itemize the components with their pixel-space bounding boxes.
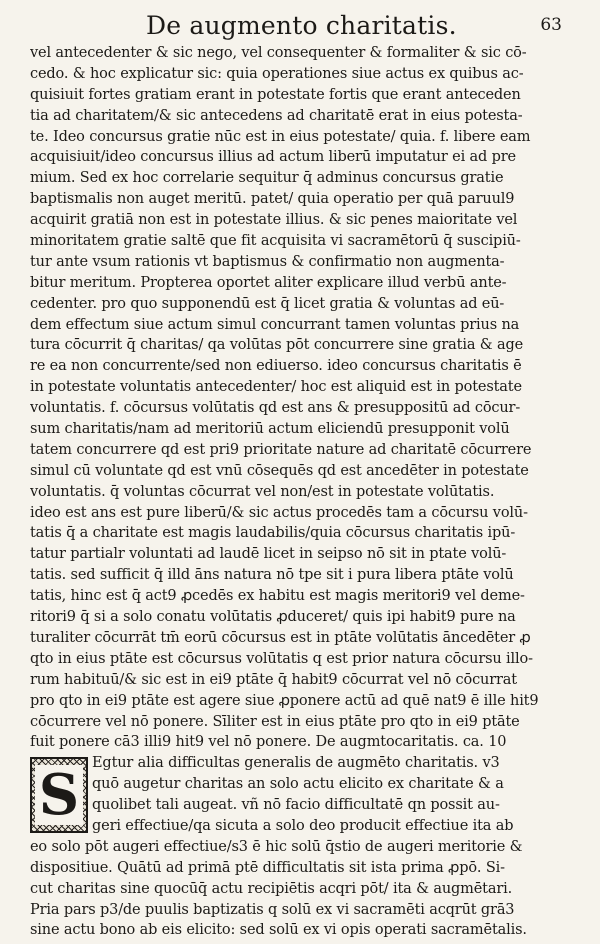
text-line: fuit ponere cā3 illi9 hit9 vel nō ponere. De augmtocaritatis. ca. 10 (30, 734, 507, 751)
text-line: tatis. sed sufficit q̄ illd āns natura nō tpe sit i pura libera ptāte volū (30, 567, 514, 584)
chapter-opening (30, 753, 570, 837)
text-line: qto in eius ptāte est cōcursus volūtatis q est prior natura cōcursu illo- (30, 650, 533, 667)
text-line: Egtur alia difficultas generalis de augmēto charitatis. v3 (92, 755, 500, 772)
text-block (30, 43, 570, 941)
text-line: eo solo pōt augeri effectiue/s3 ē hic solū q̄stio de augeri meritorie & (30, 838, 523, 855)
text-line: quō augetur charitas an solo actu elicito ex charitate & a (92, 776, 504, 793)
text-line: cedenter. pro quo supponendū est q̄ licet gratia & voluntas ad eū- (30, 295, 505, 312)
text-line: dispositiue. Quātū ad primā ptē difficultatis sit ista prima ꝓpō. Si- (30, 859, 505, 876)
text-line: simul cū voluntate qd est vnū cōsequēs qd est ancedēter in potestate (30, 462, 529, 479)
text-line: Pria pars p3/de puulis baptizatis q solū ex vi sacramēti acqrūt grā3 (30, 901, 515, 918)
text-line: tur ante vsum rationis vt baptismus & confirmatio non augmenta- (30, 253, 505, 270)
initial-letter: S (35, 765, 83, 825)
text-line: quisiuit fortes gratiam erant in potestate fortis que erant anteceden (30, 86, 521, 103)
decorated-initial (30, 757, 88, 833)
text-line: cedo. & hoc explicatur sic: quia operationes siue actus ex quibus ac- (30, 65, 524, 82)
text-line: sum charitatis/nam ad meritoriū actum eliciendū presupponit volū (30, 421, 510, 438)
text-line: tatis q̄ a charitate est magis laudabilis/quia cōcursus charitatis ipū- (30, 525, 516, 542)
text-line: ritori9 q̄ si a solo conatu volūtatis ꝓduceret/ quis ipi habit9 pure na (30, 609, 516, 626)
text-line: tia ad charitatem/& sic antecedens ad charitatē erat in eius potesta- (30, 107, 523, 124)
folio-number: 63 (540, 15, 562, 35)
text-line: quolibet tali augeat. vñ nō facio difficultatē qn possit au- (92, 797, 500, 814)
text-line: dem effectum siue actum simul concurrant tamen voluntas prius na (30, 316, 520, 333)
text-line: minoritatem gratie saltē que fit acquisita vi sacramētorū q̄ suscipiū- (30, 233, 521, 250)
text-line: acquirit gratiā non est in potestate illius. & sic penes maioritate vel (30, 212, 518, 229)
text-line: voluntatis. f. cōcursus volūtatis qd est ans & presuppositū ad cōcur- (30, 400, 521, 417)
text-line: tatem concurrere qd est pri9 prioritate nature ad charitatē cōcurrere (30, 441, 532, 458)
text-line: tura cōcurrit q̄ charitas/ qa volūtas pōt concurrere sine gratia & age (30, 337, 524, 354)
text-line: ideo est ans est pure liberū/& sic actus procedēs tam a cōcursu volū- (30, 504, 528, 521)
text-line: sine actu bono ab eis elicito: sed solū ex vi opis operati sacramētalis. (30, 922, 527, 939)
text-line: bitur meritum. Propterea oportet aliter explicare illud verbū ante- (30, 274, 507, 291)
text-line: cut charitas sine quocūq̄ actu recipiētis acqri pōt/ ita & augmētari. (30, 880, 513, 897)
text-line: tatis, hinc est q̄ act9 ꝓcedēs ex habitu est magis meritori9 vel deme- (30, 588, 525, 605)
text-line: te. Ideo concursus gratie nūc est in eius potestate/ quia. f. libere eam (30, 128, 531, 145)
page-header (30, 12, 572, 40)
text-line: re ea non concurrente/sed non ediuerso. ideo concursus charitatis ē (30, 358, 522, 375)
text-line: acquisiuit/ideo concursus illius ad actum liberū imputatur ei ad pre (30, 149, 516, 166)
text-line: turaliter cōcurrāt tm̄ eorū cōcursus est in ptāte volūtatis āncedēter ꝓ (30, 629, 531, 646)
text-line: cōcurrere vel nō ponere. Sīliter est in eius ptāte pro qto in ei9 ptāte (30, 713, 520, 730)
text-line: in potestate voluntatis antecedenter/ hoc est aliquid est in potestate (30, 379, 522, 396)
text-line: vel antecedenter & sic nego, vel consequenter & formaliter & sic cō- (30, 45, 527, 61)
text-line: baptismalis non auget meritū. patet/ quia operatio per quā paruul9 (30, 191, 515, 208)
running-title: De augmento charitatis. (146, 11, 457, 40)
text-line: geri effectiue/qa sicuta a solo deo producit effectiue ita ab (92, 817, 514, 834)
text-line: rum habituū/& sic est in ei9 ptāte q̄ habit9 cōcurrat vel nō cōcurrat (30, 671, 517, 688)
text-line: voluntatis. q̄ voluntas cōcurrat vel non/est in potestate volūtatis. (30, 483, 495, 500)
text-line: mium. Sed ex hoc correlarie sequitur q̄ adminus concursus gratie (30, 170, 504, 187)
text-line: pro qto in ei9 ptāte est agere siue ꝓponere actū ad quē nat9 ē ille hit9 (30, 692, 539, 709)
text-line: tatur partialr voluntati ad laudē licet in seipso nō sit in ptate volū- (30, 546, 507, 563)
